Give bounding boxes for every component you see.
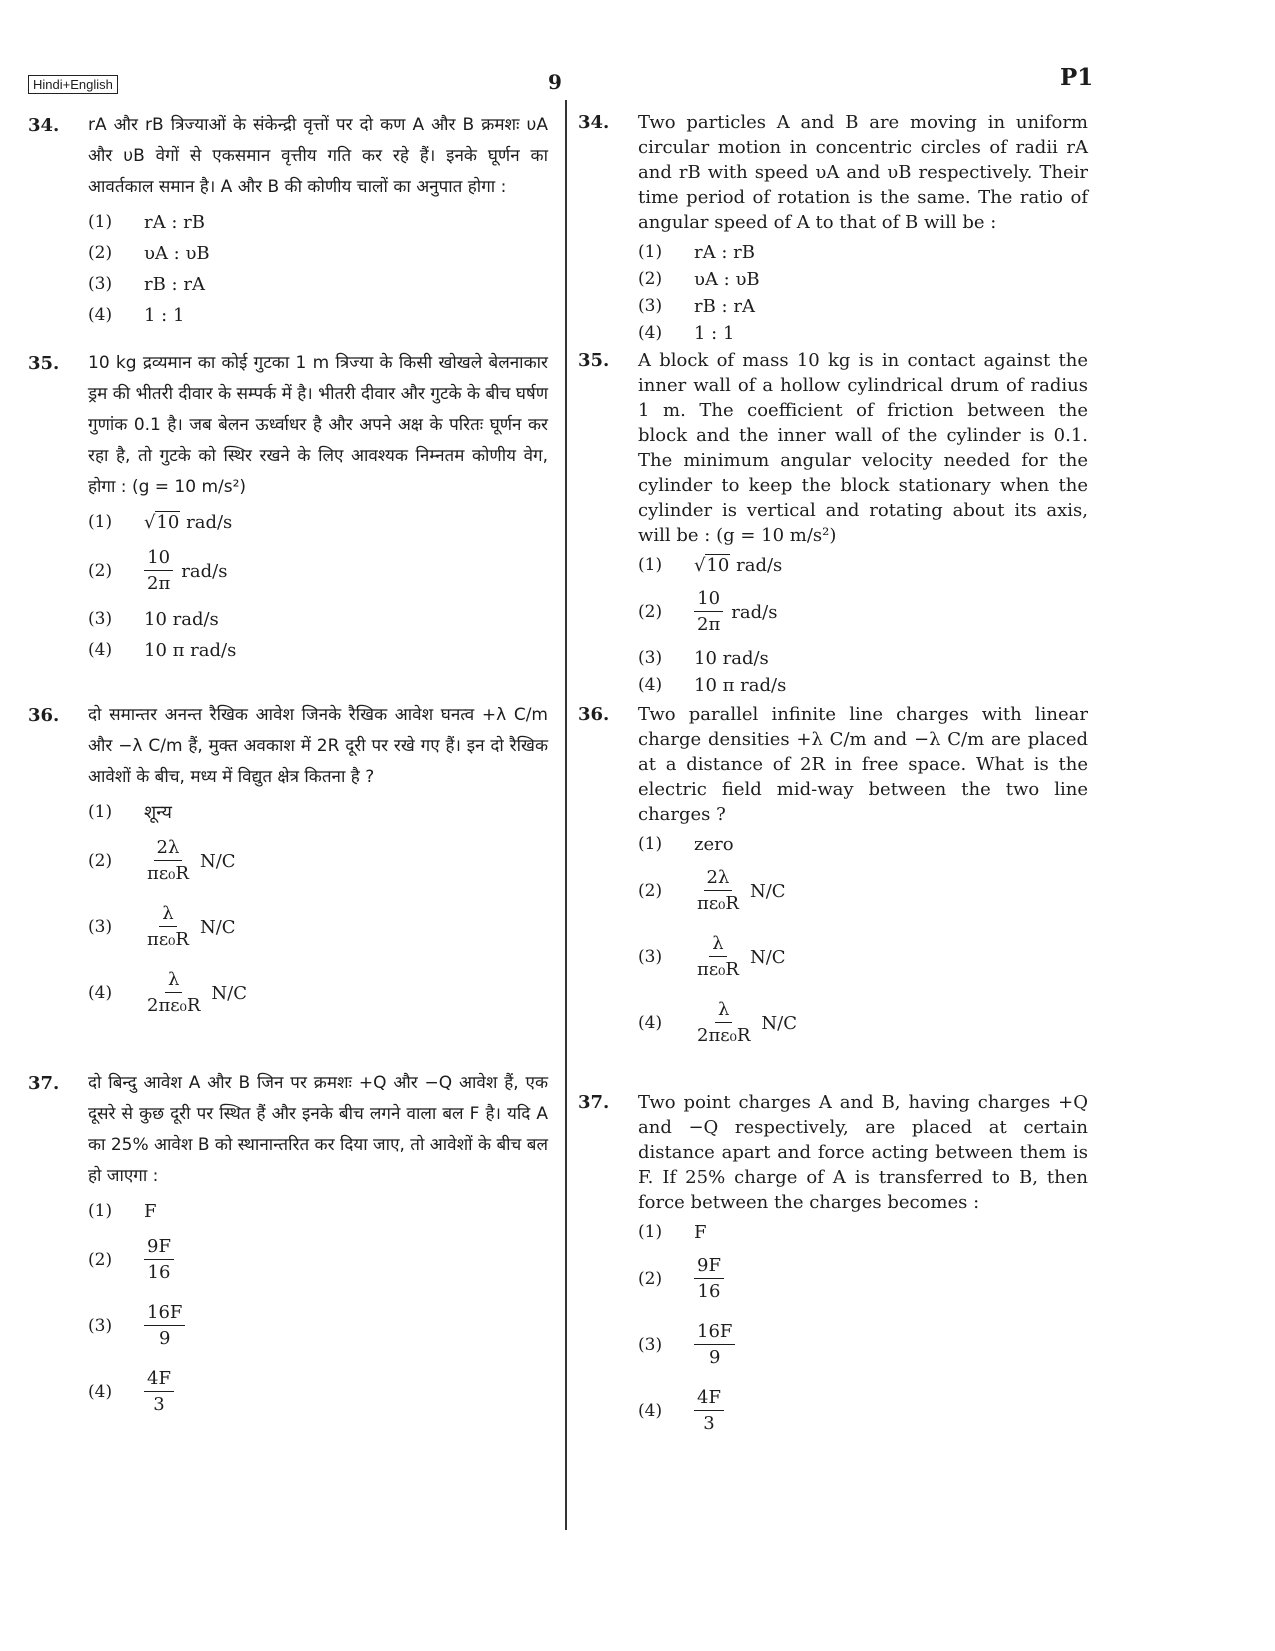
question-number: 37. — [28, 1073, 60, 1094]
option-2[interactable]: (2) $\frac{9F}{16}$ — [638, 1246, 1088, 1312]
question-34-hindi — [28, 110, 548, 331]
option-2[interactable]: (2) υA : υB — [88, 243, 210, 264]
option-3[interactable]: (3) $\frac{16F}{9}$ — [88, 1293, 548, 1359]
sqrt-expression: √10 — [694, 555, 730, 576]
fraction: $\frac{4F}{3}$ — [694, 1386, 724, 1437]
question-number: 34. — [28, 115, 60, 136]
option-1[interactable]: (1) √10 rad/s — [638, 555, 783, 576]
option-4[interactable]: (4) $\frac{4F}{3}$ — [638, 1378, 1088, 1444]
page-number: 9 — [548, 70, 562, 94]
option-1[interactable]: (1) zero — [638, 834, 734, 855]
question-36-hindi — [28, 700, 548, 1026]
fraction: $\frac{9F}{16}$ — [694, 1254, 724, 1305]
option-1[interactable]: (1) शून्य — [88, 802, 172, 823]
fraction: $\frac{2\lambda}{\text{πε₀R}}$ — [147, 836, 189, 884]
option-2[interactable]: (2) υA : υB — [638, 269, 760, 290]
question-number: 36. — [28, 705, 60, 726]
question-text: rA और rB त्रिज्याओं के संकेन्द्री वृत्तों पर दो कण A और B क्रमशः υA और υB वेगों से एकसमान वृत्तीय गति कर रहे हैं। इनके घूर्णन का आवर्तकाल समान है। A और B की कोणीय चालों का अनुपात होगा : — [88, 115, 548, 197]
option-2[interactable]: (2) $\frac{10}{2\pi}$ rad/s — [638, 579, 1088, 645]
option-4[interactable]: (4) 1 : 1 — [88, 305, 185, 326]
page-header — [0, 0, 1275, 110]
question-36-english — [578, 702, 1088, 1056]
option-2[interactable]: (2) $\frac{2\lambda}{\text{πε₀R}}$ N/C — [88, 828, 548, 894]
options-list — [88, 507, 548, 666]
question-35-english — [578, 348, 1088, 699]
fraction: $\frac{16F}{9}$ — [144, 1301, 185, 1352]
option-3[interactable]: (3) 10 rad/s — [638, 648, 769, 669]
question-37-hindi — [28, 1068, 548, 1425]
fraction: $\frac{\lambda}{\text{2πε₀R}}$ — [147, 968, 201, 1016]
option-4[interactable]: (4) 1 : 1 — [638, 323, 735, 344]
column-divider — [565, 100, 567, 1530]
fraction: $\frac{2\lambda}{\text{πε₀R}}$ — [697, 866, 739, 914]
fraction: $\frac{10}{2\pi}$ — [694, 587, 723, 638]
option-4[interactable]: (4) $\frac{\lambda}{\text{2πε₀R}}$ N/C — [88, 960, 548, 1026]
option-1[interactable]: (1) F — [638, 1222, 707, 1243]
question-text: Two particles A and B are moving in uniform circular motion in concentric circles of radii rA and rB with speed υA and υB respectively. Their time period of rotation is the same. The ratio of angular speed of A to that of B will be : — [638, 112, 1088, 233]
question-number: 34. — [578, 112, 610, 133]
options-list — [88, 1196, 548, 1425]
question-number: 35. — [28, 353, 60, 374]
fraction: $\frac{9F}{16}$ — [144, 1235, 174, 1286]
question-number: 37. — [578, 1092, 610, 1113]
fraction: $\frac{\lambda}{\text{πε₀R}}$ — [147, 902, 189, 950]
options-list — [88, 207, 548, 331]
question-text: Two point charges A and B, having charges +Q and −Q respectively, are placed at certain distance apart and force acting between them is F. If 25% charge of A is transferred to B, then force between the charges becomes : — [638, 1092, 1088, 1213]
language-badge: Hindi+English — [28, 75, 118, 94]
option-1[interactable]: (1) rA : rB — [88, 212, 205, 233]
option-4[interactable]: (4) $\frac{4F}{3}$ — [88, 1359, 548, 1425]
option-4[interactable]: (4) 10 π rad/s — [88, 640, 237, 661]
option-2[interactable]: (2) $\frac{2\lambda}{\text{πε₀R}}$ N/C — [638, 858, 1088, 924]
option-1[interactable]: (1) √10 rad/s — [88, 507, 548, 538]
option-3[interactable]: (3) rB : rA — [88, 274, 205, 295]
question-text: दो समान्तर अनन्त रैखिक आवेश जिनके रैखिक आवेश घनत्व +λ C/m और −λ C/m हैं, मुक्त अवकाश में 2R दूरी पर रखे गए हैं। इन दो रैखिक आवेशों के बीच, मध्य में विद्युत क्षेत्र कितना है ? — [88, 705, 548, 787]
option-2[interactable]: (2) $\frac{9F}{16}$ — [88, 1227, 548, 1293]
option-4[interactable]: (4) 10 π rad/s — [638, 675, 787, 696]
option-1[interactable]: (1) rA : rB — [638, 242, 755, 263]
option-3[interactable]: (3) rB : rA — [638, 296, 755, 317]
option-4[interactable]: (4) $\frac{\lambda}{\text{2πε₀R}}$ N/C — [638, 990, 1088, 1056]
question-number: 35. — [578, 350, 610, 371]
question-text: दो बिन्दु आवेश A और B जिन पर क्रमशः +Q और −Q आवेश हैं, एक दूसरे से कुछ दूरी पर स्थित हैं और इनके बीच लगने वाला बल F है। यदि A का 25% आवेश B को स्थानान्तरित कर दिया जाए, तो आवेशों के बीच बल हो जाएगा : — [88, 1073, 548, 1186]
fraction: $\frac{16F}{9}$ — [694, 1320, 735, 1371]
options-list — [638, 239, 1088, 347]
option-3[interactable]: (3) $\frac{\lambda}{\text{πε₀R}}$ N/C — [638, 924, 1088, 990]
options-list — [638, 552, 1088, 699]
question-number: 36. — [578, 704, 610, 725]
question-text: A block of mass 10 kg is in contact against the inner wall of a hollow cylindrical drum of radius 1 m. The coefficient of friction between the block and the inner wall of the cylinder is 0.1. The minimum angular velocity needed for the cylinder to keep the block stationary when the cylinder is vertical and rotating about its axis, will be : (g = 10 m/s²) — [638, 350, 1088, 546]
option-2[interactable]: (2) $\frac{10}{2\pi}$ rad/s — [88, 538, 548, 604]
options-list — [88, 797, 548, 1026]
fraction: $\frac{10}{2\pi}$ — [144, 546, 173, 597]
paper-code: P1 — [1060, 64, 1094, 91]
question-37-english — [578, 1090, 1088, 1444]
question-text: 10 kg द्रव्यमान का कोई गुटका 1 m त्रिज्या के किसी खोखले बेलनाकार ड्रम की भीतरी दीवार के सम्पर्क में है। भीतरी दीवार और गुटके के बीच घर्षण गुणांक 0.1 है। जब बेलन ऊर्ध्वाधर है और अपने अक्ष के परितः घूर्णन कर रहा है, तो गुटके को स्थिर रखने के लिए आवश्यक निम्नतम कोणीय वेग, होगा : (g = 10 m/s²) — [88, 353, 548, 497]
option-3[interactable]: (3) $\frac{16F}{9}$ — [638, 1312, 1088, 1378]
option-3[interactable]: (3) 10 rad/s — [88, 609, 219, 630]
options-list — [638, 831, 1088, 1056]
option-1[interactable]: (1) F — [88, 1201, 157, 1222]
question-34-english — [578, 110, 1088, 347]
fraction: $\frac{\lambda}{\text{2πε₀R}}$ — [697, 998, 751, 1046]
options-list — [638, 1219, 1088, 1444]
fraction: $\frac{4F}{3}$ — [144, 1367, 174, 1418]
question-35-hindi — [28, 348, 548, 666]
option-3[interactable]: (3) $\frac{\lambda}{\text{πε₀R}}$ N/C — [88, 894, 548, 960]
question-text: Two parallel infinite line charges with linear charge densities +λ C/m and −λ C/m are placed at a distance of 2R in free space. What is the electric field mid-way between the two line charges ? — [638, 704, 1088, 825]
sqrt-expression: √10 — [144, 512, 180, 533]
fraction: $\frac{\lambda}{\text{πε₀R}}$ — [697, 932, 739, 980]
